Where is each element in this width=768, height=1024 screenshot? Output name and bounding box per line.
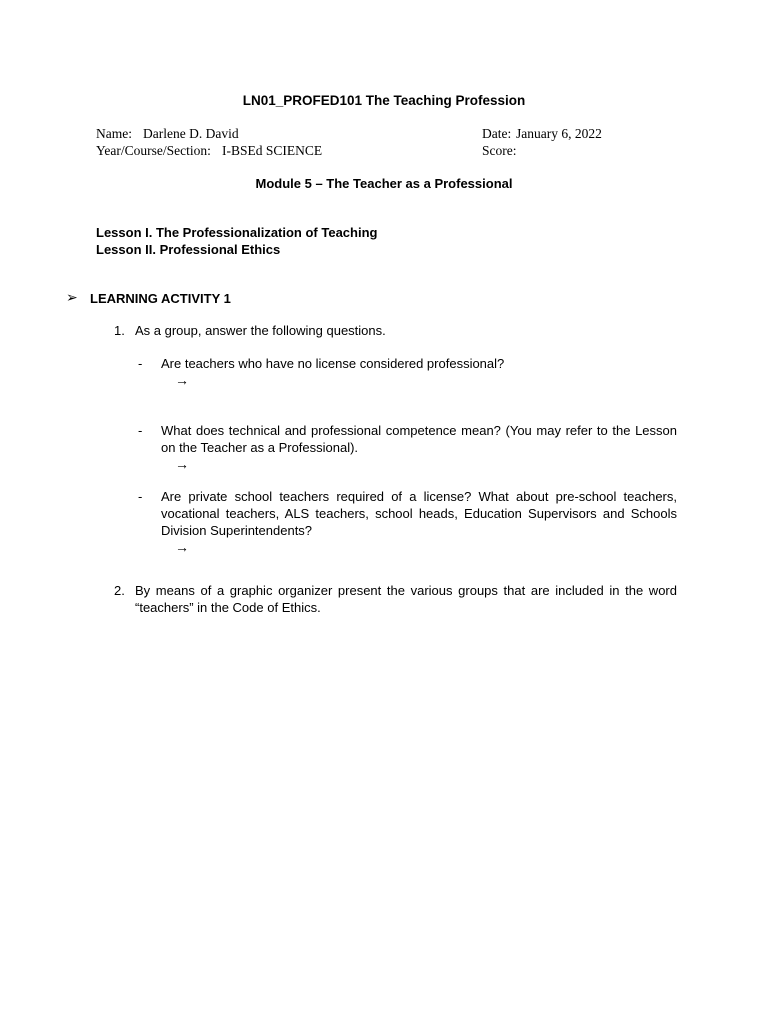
date-value: January 6, 2022	[516, 126, 602, 141]
module-title: Module 5 – The Teacher as a Professional	[255, 176, 513, 191]
subitem-3-text: Are private school teachers required of a license? What about pre-school teachers, vocational teachers, ALS teachers, school heads, Education Supervisors and Schools Division Superintendents?	[161, 489, 677, 538]
right-arrow-icon: →	[175, 456, 189, 472]
date-label: Date:	[482, 126, 512, 141]
subitem-2-dash: -	[138, 423, 143, 438]
name-value: Darlene D. David	[143, 126, 239, 141]
score-label: Score:	[482, 143, 517, 158]
lesson-1-title: Lesson I. The Professionalization of Teaching	[96, 225, 378, 240]
subitem-1-dash: -	[138, 356, 143, 371]
arrow-bullet-icon: ➢	[66, 289, 78, 305]
name-label: Name:	[96, 126, 132, 141]
item-1-text: As a group, answer the following questions.	[135, 323, 386, 338]
item-2-number: 2.	[114, 583, 125, 598]
year-course-section-value: I-BSEd SCIENCE	[222, 143, 323, 158]
item-1-number: 1.	[114, 323, 125, 338]
lesson-2-title: Lesson II. Professional Ethics	[96, 242, 281, 257]
subitem-3-dash: -	[138, 489, 143, 504]
document-title: LN01_PROFED101 The Teaching Profession	[242, 93, 526, 108]
right-arrow-icon: →	[175, 539, 189, 555]
subitem-1-text: Are teachers who have no license considered professional?	[161, 356, 505, 371]
item-2-text: By means of a graphic organizer present the various groups that are included in the word “teachers” in the Code of Ethics.	[135, 583, 677, 615]
subitem-2-text: What does technical and professional competence mean? (You may refer to the Lesson on the Teacher as a Professional).	[161, 423, 677, 455]
year-course-section-label: Year/Course/Section:	[96, 143, 211, 158]
right-arrow-icon: →	[175, 372, 189, 388]
activity-title: LEARNING ACTIVITY 1	[90, 291, 231, 306]
